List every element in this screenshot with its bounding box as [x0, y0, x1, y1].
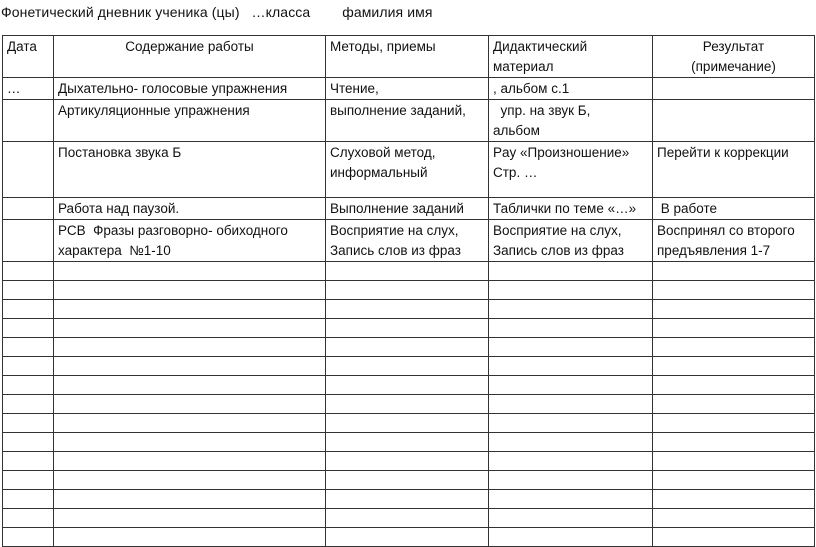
empty-cell	[653, 414, 815, 433]
header-row	[3, 36, 815, 78]
result-cell: В работе	[653, 198, 815, 220]
empty-cell	[326, 414, 489, 433]
methods-cell: выполнение заданий,	[326, 100, 489, 142]
empty-cell	[489, 281, 653, 300]
table-row	[3, 198, 815, 220]
empty-cell	[54, 414, 326, 433]
empty-cell	[3, 262, 54, 281]
empty-row	[3, 528, 815, 547]
result-cell	[653, 100, 815, 142]
empty-cell	[326, 319, 489, 338]
header-date: Дата	[3, 36, 54, 78]
empty-cell	[653, 281, 815, 300]
date-cell: …	[3, 78, 54, 100]
empty-cell	[489, 262, 653, 281]
empty-row	[3, 300, 815, 319]
empty-cell	[326, 490, 489, 509]
empty-cell	[54, 338, 326, 357]
empty-cell	[54, 471, 326, 490]
empty-cell	[653, 338, 815, 357]
empty-rows	[3, 262, 815, 547]
empty-cell	[3, 528, 54, 547]
empty-cell	[653, 452, 815, 471]
empty-cell	[3, 471, 54, 490]
empty-cell	[326, 471, 489, 490]
empty-cell	[326, 376, 489, 395]
empty-cell	[653, 262, 815, 281]
empty-row	[3, 509, 815, 528]
material-cell: упр. на звук Б, альбом	[489, 100, 653, 142]
table-row	[3, 78, 815, 100]
empty-row	[3, 471, 815, 490]
page-title: Фонетический дневник ученика (цы) …класса фамилия имя	[1, 4, 433, 20]
empty-cell	[3, 395, 54, 414]
content-cell: Работа над паузой.	[54, 198, 326, 220]
empty-cell	[54, 262, 326, 281]
empty-cell	[326, 300, 489, 319]
empty-cell	[653, 509, 815, 528]
empty-cell	[54, 376, 326, 395]
empty-cell	[489, 338, 653, 357]
table-row	[3, 100, 815, 142]
table-row	[3, 220, 815, 262]
content-cell: РСВ Фразы разговорно- обиходного характера №1-10	[54, 220, 326, 262]
date-cell	[3, 220, 54, 262]
methods-cell: Выполнение заданий	[326, 198, 489, 220]
empty-cell	[54, 395, 326, 414]
empty-cell	[3, 338, 54, 357]
material-cell: Восприятие на слух, Запись слов из фраз	[489, 220, 653, 262]
header-result: Результат (примечание)	[653, 36, 815, 78]
empty-cell	[489, 490, 653, 509]
empty-cell	[489, 471, 653, 490]
empty-cell	[489, 452, 653, 471]
diary-table	[2, 35, 815, 547]
empty-cell	[3, 281, 54, 300]
empty-row	[3, 319, 815, 338]
methods-cell: Восприятие на слух, Запись слов из фраз	[326, 220, 489, 262]
empty-cell	[3, 300, 54, 319]
empty-cell	[489, 357, 653, 376]
result-cell: Перейти к коррекции	[653, 142, 815, 198]
empty-cell	[3, 452, 54, 471]
empty-cell	[653, 319, 815, 338]
empty-cell	[489, 300, 653, 319]
empty-row	[3, 262, 815, 281]
content-cell: Дыхательно- голосовые упражнения	[54, 78, 326, 100]
material-cell: Pay «Произношение» Стр. …	[489, 142, 653, 198]
empty-cell	[54, 490, 326, 509]
empty-cell	[3, 490, 54, 509]
empty-cell	[54, 509, 326, 528]
material-cell: Таблички по теме «…»	[489, 198, 653, 220]
empty-row	[3, 376, 815, 395]
table-row	[3, 142, 815, 198]
empty-cell	[54, 433, 326, 452]
empty-cell	[489, 509, 653, 528]
date-cell	[3, 100, 54, 142]
header-methods: Методы, приемы	[326, 36, 489, 78]
empty-cell	[653, 490, 815, 509]
empty-cell	[653, 395, 815, 414]
empty-cell	[3, 509, 54, 528]
empty-cell	[54, 357, 326, 376]
empty-cell	[54, 528, 326, 547]
empty-cell	[653, 357, 815, 376]
empty-cell	[489, 319, 653, 338]
content-cell: Артикуляционные упражнения	[54, 100, 326, 142]
date-cell	[3, 142, 54, 198]
empty-cell	[54, 319, 326, 338]
empty-row	[3, 338, 815, 357]
empty-cell	[326, 433, 489, 452]
empty-cell	[326, 452, 489, 471]
empty-row	[3, 433, 815, 452]
empty-row	[3, 414, 815, 433]
empty-cell	[653, 528, 815, 547]
date-cell	[3, 198, 54, 220]
empty-cell	[3, 357, 54, 376]
empty-row	[3, 452, 815, 471]
empty-cell	[3, 414, 54, 433]
empty-cell	[54, 281, 326, 300]
empty-cell	[653, 471, 815, 490]
empty-cell	[3, 376, 54, 395]
empty-row	[3, 281, 815, 300]
empty-cell	[3, 319, 54, 338]
empty-cell	[326, 338, 489, 357]
empty-cell	[54, 300, 326, 319]
empty-cell	[3, 433, 54, 452]
result-cell	[653, 78, 815, 100]
content-cell: Постановка звука Б	[54, 142, 326, 198]
header-content: Содержание работы	[54, 36, 326, 78]
empty-cell	[489, 528, 653, 547]
empty-cell	[653, 376, 815, 395]
empty-cell	[653, 433, 815, 452]
result-cell: Воспринял со второго предъявления 1-7	[653, 220, 815, 262]
methods-cell: Чтение,	[326, 78, 489, 100]
empty-cell	[326, 262, 489, 281]
empty-cell	[489, 376, 653, 395]
empty-row	[3, 395, 815, 414]
empty-cell	[326, 281, 489, 300]
empty-cell	[326, 395, 489, 414]
empty-cell	[326, 357, 489, 376]
empty-row	[3, 490, 815, 509]
methods-cell: Слуховой метод, информальный	[326, 142, 489, 198]
empty-cell	[326, 528, 489, 547]
empty-cell	[489, 414, 653, 433]
empty-row	[3, 357, 815, 376]
empty-cell	[54, 452, 326, 471]
material-cell: , альбом с.1	[489, 78, 653, 100]
header-material: Дидактический материал	[489, 36, 653, 78]
empty-cell	[653, 300, 815, 319]
empty-cell	[326, 509, 489, 528]
empty-cell	[489, 433, 653, 452]
empty-cell	[489, 395, 653, 414]
